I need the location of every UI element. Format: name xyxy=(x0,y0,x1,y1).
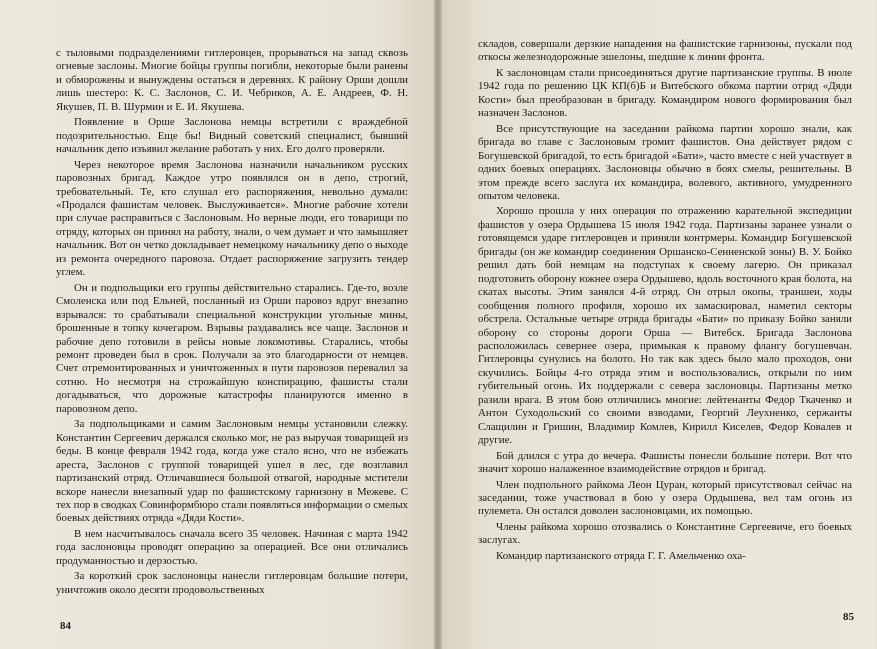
paragraph: Бой длился с утра до вечера. Фашисты понесли большие потери. Вот что значит хорошо налаженное взаимодействие отрядов и бригад. xyxy=(478,449,852,476)
page-number: 85 xyxy=(843,611,854,623)
paragraph: Член подпольного райкома Леон Цуран, который присутствовал сейчас на заседании, тоже участвовал в бою у озера Ордышева, вел там огонь из пулемета. Он остался доволен заслоновцами, их помощью. xyxy=(478,478,852,518)
paragraph: Хорошо прошла у них операция по отражению карательной экспедиции фашистов у озера Ордышева 15 июля 1942 года. Партизаны заранее узнали о готовящемся ударе гитлеровцев и приняли контрмеры. Командир Богушевской бригады (он же командир соединения Оршанско-Сенненской зоны) В. У. Бойко решил дать бой немцам на подступах к своему лагерю. Он приказал подготовить оборону южнее озера Ордышево, вдоль восточного края болота, на скатах высоты. Этим занялся 4-й отряд. Он отрыл окопы, траншеи, ходы сообщения полного профиля, хорошо их замаскировал, наметил секторы обстрела. Остальные четыре отряда бригады «Бати» по приказу Бойко заняли оборону со стороны дороги Орша — Витебск. Бригада Заслонова расположилась севернее озера, примыкая к правому флангу богушевчан. Гитлеровцы сунулись на болото. Но так как здесь было мало проходов, они скучились. Бойцы 4-го отряда этим и воспользовались, открыли по ним губительный огонь. Их поддержали с севера заслоновцы. Партизаны метко разили врага. В этом бою отличились многие: лейтенанты Федор Ткаченко и Антон Суходольский со своими взводами, Георгий Леухненко, сержанты Слащилин и Гришин, Владимир Комлев, Кирилл Киселев, Федор Ковалев и другие. xyxy=(478,205,852,447)
left-page xyxy=(0,0,438,649)
paragraph: Через некоторое время Заслонова назначили начальником русских паровозных бригад. Каждое утро появлялся он в депо, строгий, требовательный. Те, кто слушал его распоряжения, невольно думали: «Продался фашистам человек. Выслуживается». Многие рабочие хотели при случае расправиться с Заслоновым. Но верные люди, его товарищи по отряду, которых он принял на работу, знали, о чем думает и что замышляет начальник. Вот он четко докладывает немецкому начальнику депо о выходе из ремонта очередного паровоза. Отдает распоряжение загрузить тендер углем. xyxy=(56,158,408,279)
right-page xyxy=(438,0,876,649)
page-number: 84 xyxy=(60,620,71,632)
paragraph: Командир партизанского отряда Г. Г. Амельченко оха- xyxy=(496,549,746,562)
paragraph: Он и подпольщики его группы действительно старались. Где-то, возле Смоленска или под Ельней, посланный из Орши паровоз вдруг внезапно взрывался: то срабатывали специальной конструкции угольные мины, брошенные в топку кочегаром. Взрывы раздавались все чаще. Заслонов и рабочие депо готовили в рейсы новые локомотивы. Старались, чтобы ремонт проведен был в срок. Получали за это благодарности от немцев. Счет отремонтированных и уничтоженных в пути паровозов перевалил за сотню. Но несмотря на строжайшую конспирацию, фашисты стали догадываться, что дорожные катастрофы планируются именно в паровозном депо. xyxy=(56,281,408,415)
paragraph: За короткий срок заслоновцы нанесли гитлеровцам большие потери, уничтожив около десяти продовольственных xyxy=(56,570,408,596)
paragraph: За подпольщиками и самим Заслоновым немцы установили слежку. Константин Сергеевич держался сколько мог, не раз выручая товарищей из беды. В конце февраля 1942 года, когда уже стало ясно, что не избежать ареста, Заслонов с группой товарищей ушел в лес, где возглавил партизанский отряд. Отличавшиеся большой отвагой, народные мстители вскоре нанесли внезапный удар по фашистскому гарнизону в Межеве. С тех пор в сводках Совинформбюро стали появляться информации о смелых боевых действиях отряда «Дяди Кости». xyxy=(56,418,408,525)
paragraph: В нем насчитывалось сначала всего 35 человек. Начиная с марта 1942 года заслоновцы проводят операцию за операцией. Все они отличались продуманностью и дерзостью. xyxy=(56,527,408,567)
paragraph: Все присутствующие на заседании райкома партии хорошо знали, как бригада во главе с Заслоновым громит фашистов. Она действует рядом с Богушевской бригадой, то есть бригадой «Бати», часто вместе с ней участвует в одних боевых операциях. Заслоновцы обычно в боях смелы, решительны. В этом прежде всего заслуга их командира, волевого, активного, умудренного опытом человека. xyxy=(478,122,852,202)
left-page-text xyxy=(56,47,408,599)
paragraph: с тыловыми подразделениями гитлеровцев, прорываться на запад сквозь огневые заслоны. Многие бойцы группы погибли, некоторые были ранены и обморожены и вынуждены остаться в деревнях. К району Орши дошли лишь шестеро: К. С. Заслонов, С. И. Чебриков, А. Е. Андреев, Ф. Н. Якушев, П. В. Шурмин и Е. И. Якушева. xyxy=(56,47,408,113)
right-page-text xyxy=(478,38,852,565)
paragraph: складов, совершали дерзкие нападения на фашистские гарнизоны, пускали под откосы железнодорожные эшелоны, шедшие к линии фронта. xyxy=(478,38,852,64)
paragraph: К заслоновцам стали присоединяться другие партизанские группы. В июле 1942 года по решению ЦК КП(б)Б и Витебского обкома партии отряд «Дяди Кости» был преобразован в бригаду. Командиром нового формирования был назначен Заслонов. xyxy=(478,66,852,120)
book-gutter xyxy=(434,0,442,649)
paragraph: Члены райкома хорошо отозвались о Константине Сергеевиче, его боевых заслугах. xyxy=(478,520,852,547)
paragraph: Появление в Орше Заслонова немцы встретили с враждебной подозрительностью. Еще бы! Видный советский специалист, бывший начальник депо изъявил желание работать у них. Его долго проверяли. xyxy=(56,116,408,156)
